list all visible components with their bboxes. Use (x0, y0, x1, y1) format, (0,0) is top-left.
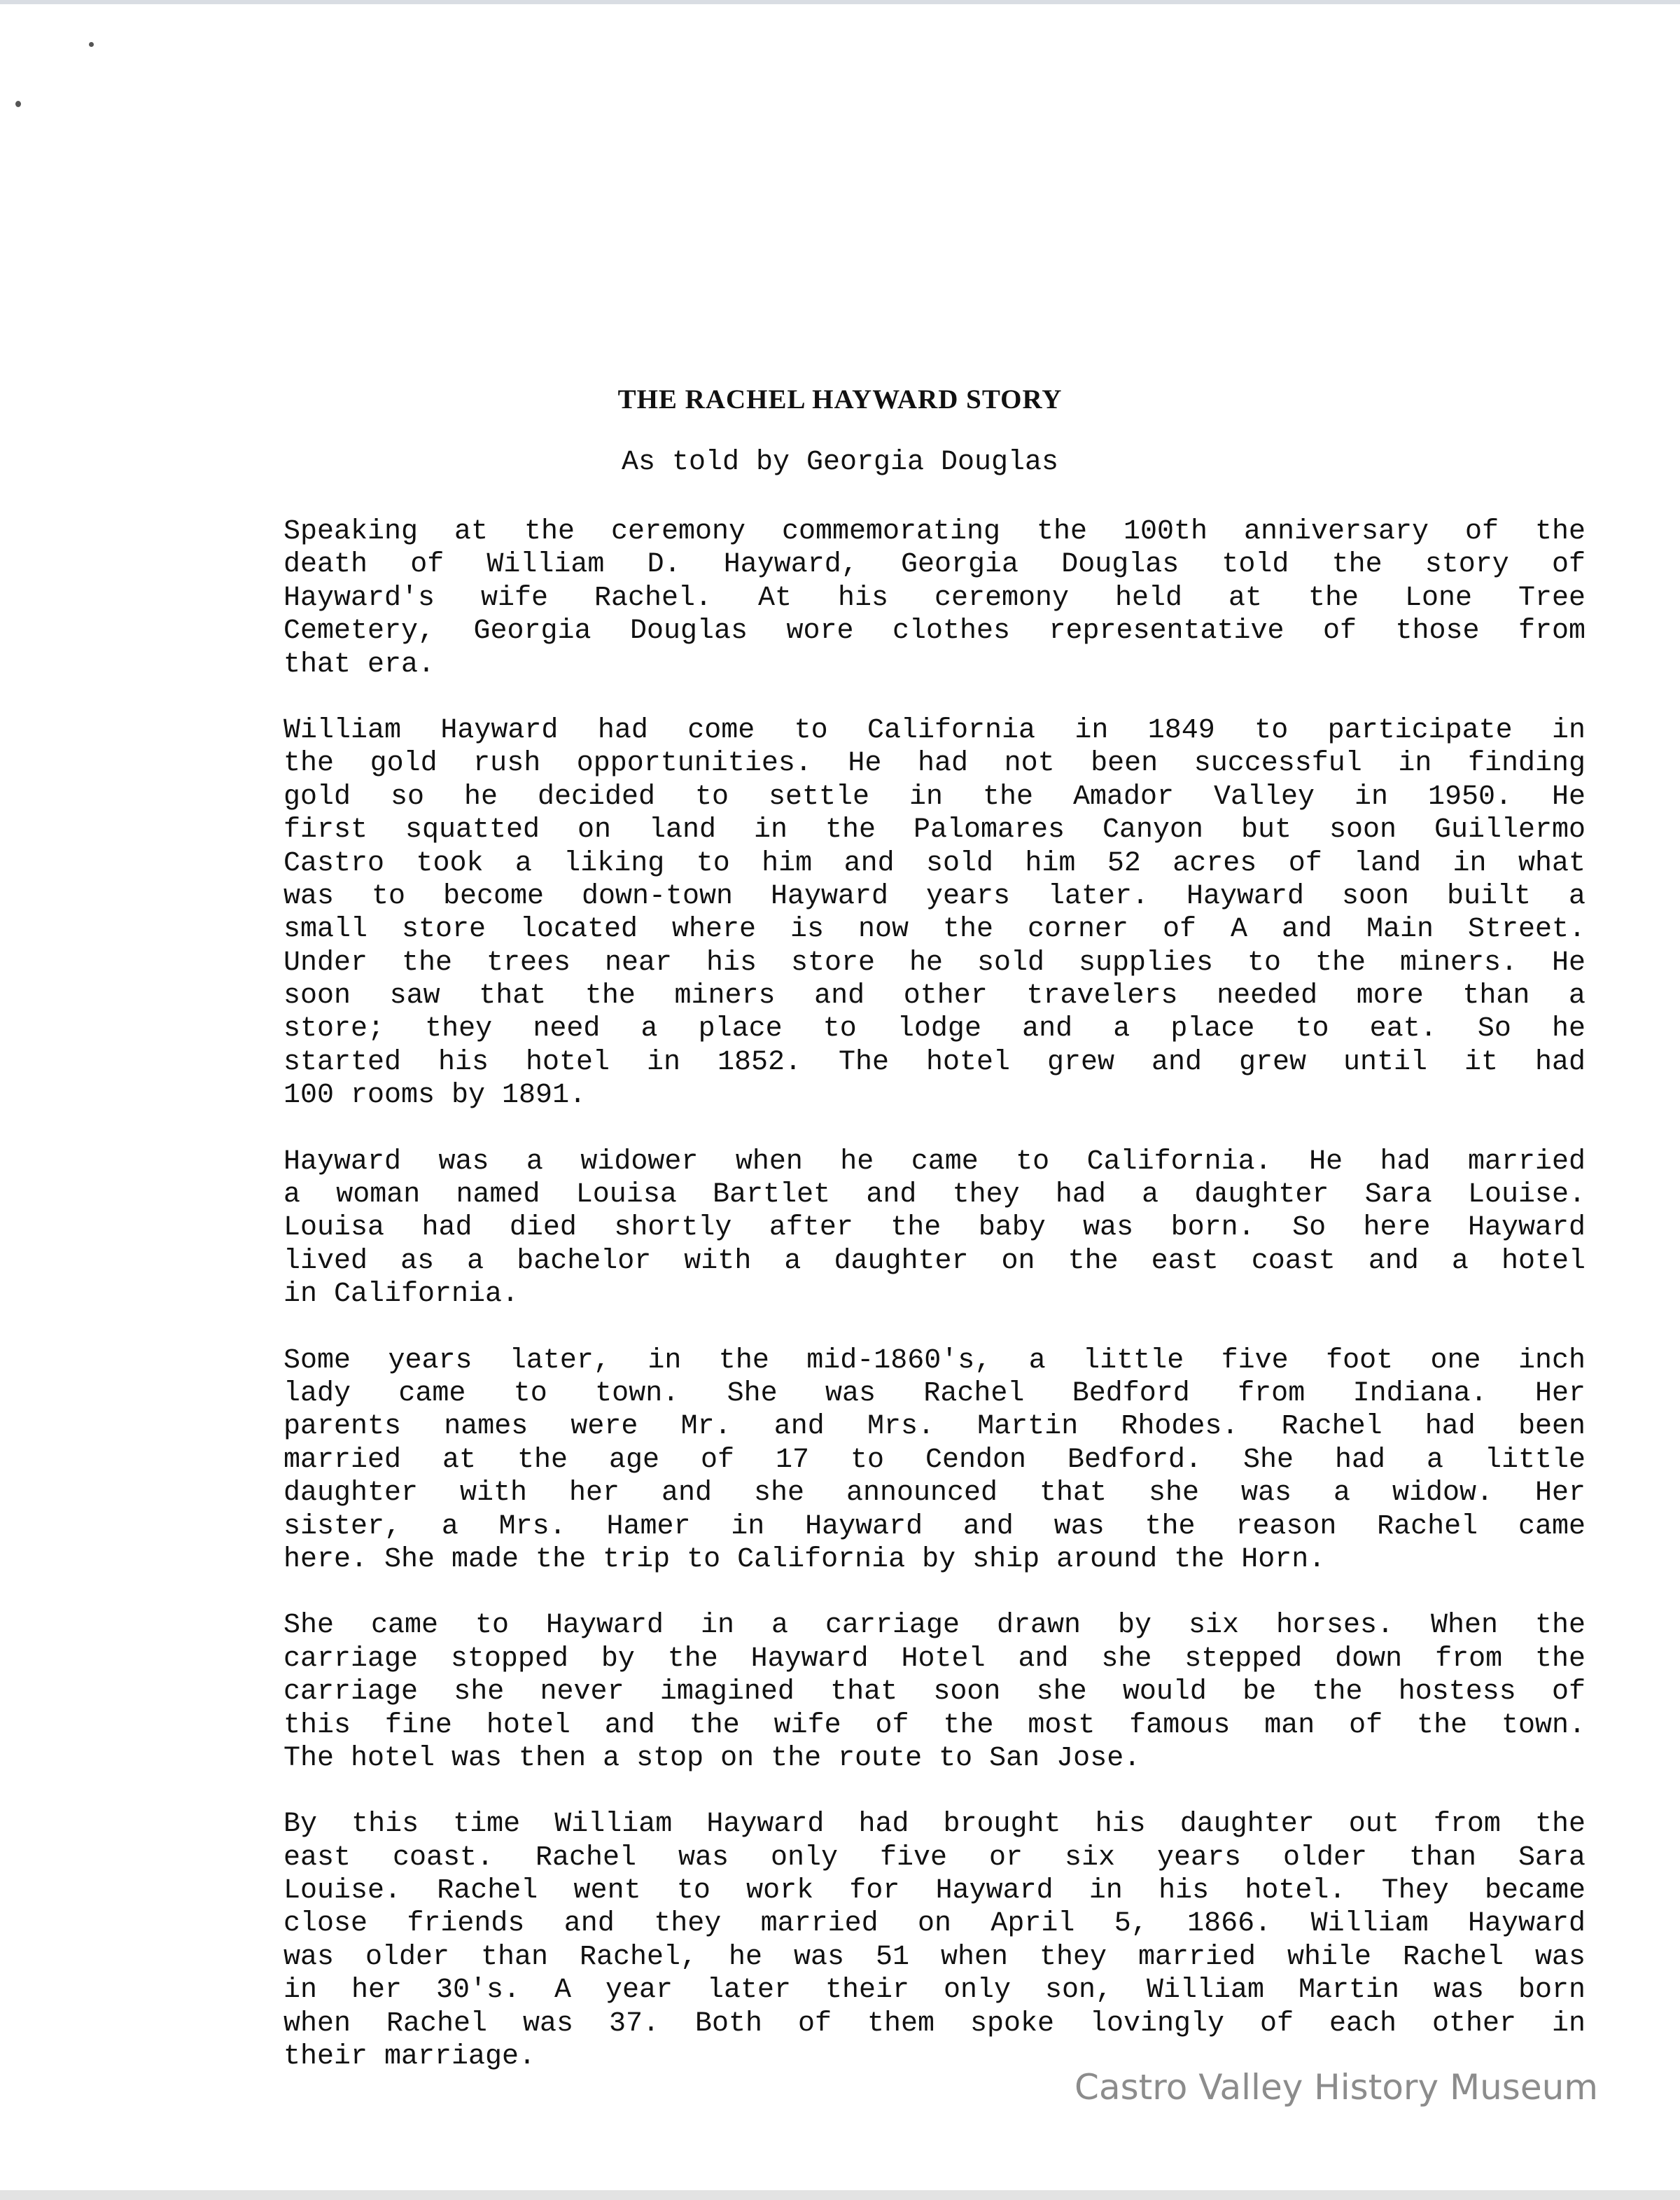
dust-speck (89, 42, 94, 47)
text-line: close friends and they married on April 5, 1866. William Hayward (284, 1908, 1586, 1940)
document-subtitle: As told by Georgia Douglas (621, 447, 1059, 478)
text-line: Some years later, in the mid-1860's, a little five foot one inch (284, 1344, 1586, 1377)
text-line: Castro took a liking to him and sold him 52 acres of land in what (284, 847, 1586, 879)
text-line: Hayward's wife Rachel. At his ceremony held at the Lone Tree (284, 582, 1586, 614)
text-line: 100 rooms by 1891. (284, 1080, 587, 1112)
text-line: Under the trees near his store he sold supplies to the miners. He (284, 947, 1586, 979)
text-line: started his hotel in 1852. The hotel grew and grew until it had (284, 1046, 1586, 1078)
paragraph (284, 1609, 1586, 1775)
text-line: carriage stopped by the Hayward Hotel and she stepped down from the (284, 1643, 1586, 1675)
text-line: William Hayward had come to California in 1849 to participate in (284, 714, 1586, 746)
text-line: this fine hotel and the wife of the most famous man of the town. (284, 1709, 1586, 1741)
text-line: daughter with her and she announced that she was a widow. Her (284, 1477, 1586, 1510)
paragraph (284, 1344, 1586, 1577)
text-line: lady came to town. She was Rachel Bedford from Indiana. Her (284, 1377, 1586, 1409)
paragraph (284, 1146, 1586, 1311)
text-line: that era. (284, 648, 435, 681)
text-line: The hotel was then a stop on the route to San Jose. (284, 1742, 1141, 1774)
text-line: east coast. Rachel was only five or six years older than Sara (284, 1842, 1586, 1874)
paragraph (284, 1808, 1586, 2073)
text-line: first squatted on land in the Palomares Canyon but soon Guillermo (284, 814, 1586, 847)
page-top-edge (0, 0, 1680, 4)
dust-speck (15, 101, 21, 107)
text-line: death of William D. Hayward, Georgia Douglas told the story of (284, 549, 1586, 581)
text-line: a woman named Louisa Bartlet and they had a daughter Sara Louise. (284, 1179, 1586, 1211)
text-line: soon saw that the miners and other travelers needed more than a (284, 980, 1586, 1012)
text-line: lived as a bachelor with a daughter on the east coast and a hotel (284, 1245, 1586, 1277)
text-line: Speaking at the ceremony commemorating the 100th anniversary of the (284, 516, 1586, 548)
text-line: Hayward was a widower when he came to California. He had married (284, 1146, 1586, 1178)
museum-watermark: Castro Valley History Museum (1074, 2067, 1598, 2108)
text-line: By this time William Hayward had brought his daughter out from the (284, 1809, 1586, 1841)
text-line: in her 30's. A year later their only son, William Martin was born (284, 1975, 1586, 2007)
text-line: the gold rush opportunities. He had not been successful in finding (284, 748, 1586, 780)
text-line: Louisa had died shortly after the baby was born. So here Hayward (284, 1212, 1586, 1244)
document-title: THE RACHEL HAYWARD STORY (617, 384, 1063, 415)
text-line: Cemetery, Georgia Douglas wore clothes representative of those from (284, 615, 1586, 648)
text-line: store; they need a place to lodge and a place to eat. So he (284, 1013, 1586, 1045)
page-bottom-edge (0, 2190, 1680, 2200)
text-line: small store located where is now the corner of A and Main Street. (284, 914, 1586, 946)
text-line: was older than Rachel, he was 51 when they married while Rachel was (284, 1941, 1586, 1973)
paragraph (284, 714, 1586, 1113)
document-body (284, 515, 1586, 2106)
text-line: Louise. Rachel went to work for Hayward in his hotel. They became (284, 1875, 1586, 1907)
text-line: when Rachel was 37. Both of them spoke lovingly of each other in (284, 2007, 1586, 2040)
text-line: parents names were Mr. and Mrs. Martin Rhodes. Rachel had been (284, 1411, 1586, 1443)
text-line: gold so he decided to settle in the Amador Valley in 1950. He (284, 781, 1586, 813)
text-line: was to become down-town Hayward years later. Hayward soon built a (284, 880, 1586, 912)
paragraph (284, 515, 1586, 681)
text-line: She came to Hayward in a carriage drawn by six horses. When the (284, 1610, 1586, 1642)
text-line: carriage she never imagined that soon she would be the hostess of (284, 1676, 1586, 1708)
text-line: married at the age of 17 to Cendon Bedford. She had a little (284, 1444, 1586, 1476)
text-line: their marriage. (284, 2041, 536, 2073)
text-line: here. She made the trip to California by ship around the Horn. (284, 1543, 1326, 1575)
text-line: sister, a Mrs. Hamer in Hayward and was the reason Rachel came (284, 1510, 1586, 1543)
text-line: in California. (284, 1279, 519, 1311)
